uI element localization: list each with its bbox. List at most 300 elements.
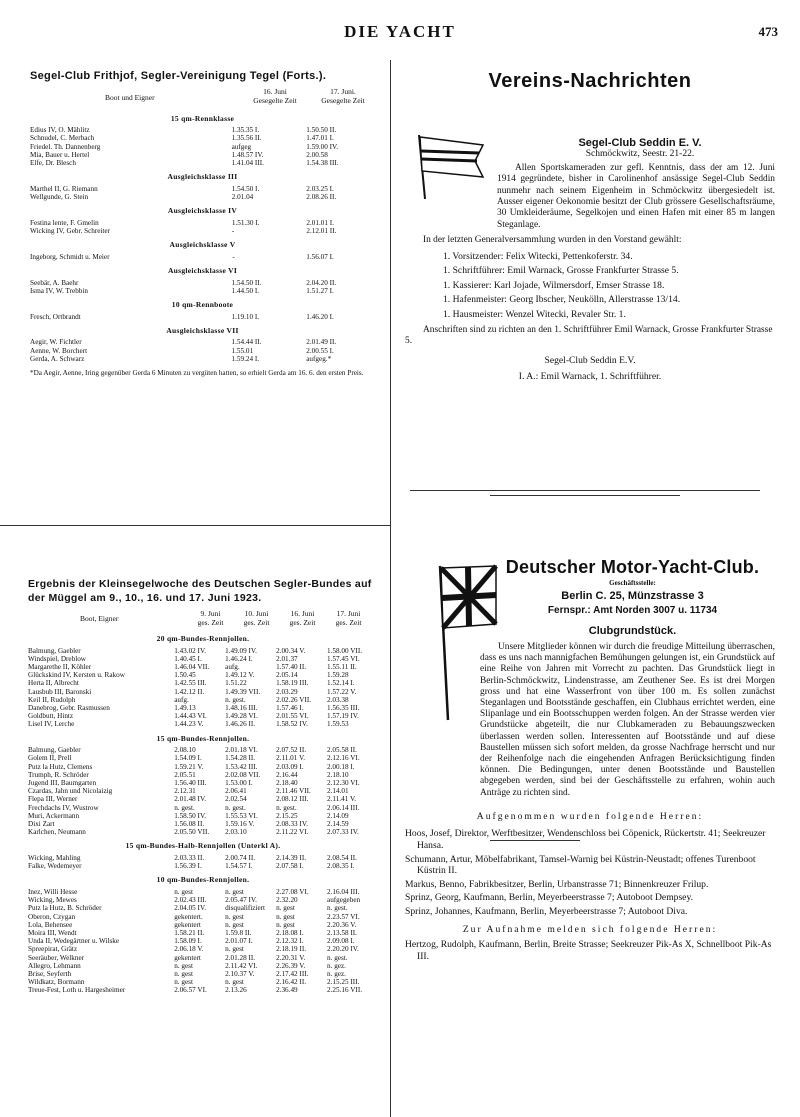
board-member: 1. Kassierer: Karl Jojade, Wilmersdorf, Emser Strasse 18. [443,279,665,291]
admitted-heading: Aufgenommen wurden folgende Herren: [476,810,704,822]
results-table [28,854,378,870]
class-heading: Ausgleichsklasse IV [167,206,238,216]
table-cell: Balmung, Gaebler [28,746,81,755]
table-cell: 1.49.28 VI. [225,712,258,721]
table-cell: Frechdachs IV, Wustrow [28,803,99,812]
table-cell: n. gest [225,920,244,929]
table-cell: Wildkatz, Bormann [28,978,85,987]
table-cell: n. gest. [225,695,246,704]
table-cell: 1.50.45 [174,671,196,680]
seddin-club-address: Schmöckwitz, Seestr. 21-22. [585,149,695,160]
table-row [28,696,378,704]
column-divider [390,60,391,1117]
table-cell: 2.18.08 I. [276,929,304,938]
class-heading: 10 qm-Rennboote [171,300,234,309]
col-june9: 9. Juni ges. Zeit [197,609,224,627]
results-table [30,219,375,235]
table-row [28,970,378,978]
table-row [28,795,378,803]
table-row [28,671,378,679]
table-cell: n. gest [174,978,193,987]
table-cell: n. gest. [225,803,246,812]
results-table [30,338,375,363]
applying-heading: Zur Aufnahme melden sich folgende Herren: [462,923,718,935]
class-heading: Ausgleichsklasse VII [166,325,239,335]
table-cell: Unda II, Wedegärtner u. Wilske [28,937,120,946]
table-cell: 1.58.00 VII. [327,646,363,655]
class-heading: 15 qm-Bundes-Halb-Rennjollen (Unterkl A). [125,841,281,851]
table-cell: 2.08.26 II. [306,193,337,201]
table-cell: 2.01.48 IV. [174,795,206,804]
table-cell: 2.01.49 II. [306,338,337,347]
table-cell: 2.02.26 VII. [276,695,312,704]
class-heading: Ausgleichsklasse III [167,172,238,182]
table-cell: 2.00.74 II. [225,854,256,863]
table-cell: 2.23.57 VI. [327,912,360,921]
frithjof-footnote: *Da Aegir, Aenne, Iring gegenüber Gerda 6 Minuten zu vergüten hatten, so erhielt Gerda am 16. 6. den ersten Preis. [30,369,364,377]
class-heading: Ausgleichsklasse VI [167,266,238,275]
table-cell: 1.58.50 IV. [174,811,206,820]
table-row [28,921,378,929]
table-cell: Muri, Ackermann [28,811,80,820]
table-cell: 2.36.49 [276,986,298,995]
table-cell: 2.05.50 VII. [174,828,210,837]
table-row [28,978,378,986]
table-cell: 2.16.44 [276,770,298,779]
table-cell: Putz la Hutz, B. Schröder [28,904,102,913]
table-cell: 2.11.22 VI. [276,828,309,837]
office-phone: Fernspr.: Amt Norden 3007 u. 11734 [547,604,718,616]
table-cell: 2.12.30 VI. [327,779,360,788]
table-cell: 2.27.08 VI. [276,888,309,897]
table-cell: aufgegeben [327,896,361,905]
table-cell: Fresch, Ortbrandt [30,312,81,321]
table-cell: 2.01.01 I. [306,218,334,227]
table-cell: n. gest [174,888,193,897]
member-entry: Hoos, Josef, Direktor, Werftbesitzer, Wendenschloss bei Cöpenick, Rückertstr. 41; Seekreuzer Hansa. [405,828,766,851]
table-cell: 2.03.38 [327,695,349,704]
seddin-announcement: Allen Sportskameraden zur gefl. Kenntnis, dass der am 12. Juni 1914 gegründete, bisher in Carolinenhof ansässige Segel-Club Seddin nunmehr nach seinem Eigenheim in Schmöckwitz übergesiedelt ist. Ausser eigener Oekonomie besitzt der Club grössere Gesellschaftsräume, 30 Umkleideräume, Segelkojen und einen Hafen mit einer 85 m langen Steganlage. [497,162,775,230]
table-cell: Goldbutt, Hintz [28,712,74,721]
table-cell: aufg. [174,695,189,704]
table-row [28,771,378,779]
table-cell: Seebär, A. Baehr [30,278,79,287]
table-cell: 1.42.12 II. [174,687,205,696]
table-cell: 2.07.33 IV. [327,828,359,837]
table-cell: 1.59.24 I. [231,354,260,363]
table-cell: Festina lente, F. Gmelin [30,218,99,227]
table-cell: 2.12.16 VI. [327,754,360,763]
results-table [30,279,375,295]
table-cell: Isma IV, W. Trebbin [30,286,88,295]
table-cell: 2.13.26 [225,986,247,995]
table-cell: 1.59.8 II. [225,929,252,938]
table-cell: aufg. [225,663,240,671]
table-cell: - [231,227,235,235]
table-cell: 2.01.04 [231,193,254,201]
table-cell: 1.53.00 I. [225,779,253,788]
table-cell: 2.03.33 II. [174,854,205,863]
table-cell: 2.01.55 VI. [276,712,309,721]
table-cell: 2.12.31 [174,787,196,796]
table-cell: 2.18.10 [327,770,349,779]
table-cell: 1.46.04 VII. [174,663,210,671]
table-cell: n. gest [174,970,193,979]
table-cell: 2.08.12 III. [276,795,309,804]
table-cell: 2.01.07 I. [225,937,253,946]
table-cell: n. gez. [327,961,346,970]
frithjof-title: Segel-Club Frithjof, Segler-Vereinigung Tegel (Forts.). [30,70,327,82]
table-cell: n. gest [225,945,244,954]
table-cell: 2.00.34 V. [276,646,306,655]
table-row [28,929,378,937]
frithjof-groups [30,115,375,363]
table-row [30,287,375,295]
table-cell: 1.46.20 I. [306,312,334,321]
table-cell: Wicking, Mewes [28,896,77,905]
table-cell: 2.08.35 I. [327,862,355,871]
table-cell: 2.20.20 IV. [327,945,359,954]
table-cell: Aegir, W. Fichtler [30,338,82,347]
table-cell: 2.11.41 V. [327,795,357,804]
table-cell: 2.05.47 IV. [225,896,257,905]
office-label: Geschäftsstelle: [609,578,656,587]
table-cell: 1.57.40 II. [276,663,307,671]
table-cell: 1.59.00 IV. [306,142,339,151]
table-cell: 2.00.58 [306,150,328,159]
table-row [28,962,378,970]
table-cell: 1.58.52 IV. [276,720,308,729]
table-cell: 2.01.18 VI. [225,746,258,755]
table-cell: 1.49.39 VII. [225,687,261,696]
section-divider [410,490,760,491]
table-cell: 1.57.22 V. [327,687,357,696]
table-row [30,126,375,134]
table-cell: 1.43.02 IV. [174,646,206,655]
table-cell: 2.04.05 IV. [174,904,206,913]
table-cell: 1.48.16 III. [225,704,258,713]
results-table [30,253,375,261]
table-cell: Moira III, Wendt [28,929,77,938]
table-cell: Lola, Behensee [28,920,73,929]
table-cell: 1.54.09 I. [174,754,202,763]
table-cell: Inez, Willi Hesse [28,888,78,897]
table-cell: 2.02.43 III. [174,896,207,905]
table-row [30,355,375,363]
table-cell: Lisel IV, Lerche [28,720,75,729]
table-cell: 1.54.57 I. [225,862,253,871]
table-cell: 1.58.09 I. [174,937,202,946]
board-member: 1. Hafenmeister: Georg Ibscher, Neukölln, Allerstrasse 13/14. [443,294,681,306]
table-row [30,253,375,261]
table-cell: 2.15.25 [276,811,298,820]
results-table [28,888,378,995]
table-cell: 1.41.04 III. [231,159,264,167]
table-cell: 1.56.40 III. [174,779,207,788]
kleinsegelwoche-results [28,577,378,995]
table-row [28,820,378,828]
table-cell: 1.56.07 I. [306,252,334,261]
kleinsegelwoche-groups [28,635,378,995]
table-cell: 1.53.42 III. [225,762,258,771]
table-cell: 1.55.53 VI. [225,811,258,820]
table-cell: Allegro, Lehmann [28,961,81,970]
table-cell: 2.32.20 [276,896,298,905]
table-cell: gekentert [174,920,201,929]
table-cell: Dixi Zart [28,820,55,829]
table-row [28,854,378,862]
table-cell: 1.49.09 IV. [225,646,257,655]
results-table [28,746,378,836]
table-cell: Brise, Seyferth [28,970,72,979]
table-cell: Karlchen, Neumann [28,828,86,837]
table-cell: 2.05.51 [174,770,196,779]
table-cell: n. gest [225,978,244,987]
table-cell: Friedel. Th. Dannenberg [30,142,101,151]
col-boat-owner: Boot, Eigner [80,614,119,623]
table-row [30,313,375,321]
table-cell: 2.09.08 I. [327,937,355,946]
table-cell: 2.06.18 V. [174,945,204,954]
table-row [30,193,375,201]
table-cell: 1.59.21 V. [174,762,204,771]
table-cell: 1.59.53 [327,720,349,729]
table-cell: n. gest [276,904,295,913]
table-row [28,787,378,795]
table-row [30,219,375,227]
results-table [30,185,375,201]
table-cell: 2.02.08 VII. [225,770,261,779]
table-cell: n. gest. [327,904,348,913]
table-row [30,143,375,151]
table-cell: 2.12.32 I. [276,937,304,946]
table-cell: 1.46.26 II. [225,720,256,729]
table-row [28,986,378,994]
seddin-club-name: Segel-Club Seddin E. V. [578,136,702,149]
member-entry: Sprinz, Georg, Kaufmann, Berlin, Meyerbeerstrasse 7; Autoboot Dempsey. [405,892,694,904]
class-heading: 15 qm-Rennklasse [170,113,235,123]
table-cell: 2.18.40 [276,779,298,788]
table-cell: 2.25.16 VII. [327,986,363,995]
kleinsegelwoche-title: Ergebnis der Kleinsegelwoche des Deutschen Segler-Bundes auf der Müggel am 9., 10., 16. und 17. Juni 1923. [28,578,372,604]
table-row [28,763,378,771]
table-cell: 1.35.35 I. [231,126,260,135]
class-heading: 10 qm-Bundes-Rennjollen. [156,875,250,885]
table-cell: Herta II, Albrecht [28,679,79,688]
table-cell: 2.14.09 [327,811,349,820]
table-row [28,804,378,812]
table-row [28,712,378,720]
table-cell: Gerda, A. Schwarz [30,354,85,363]
table-cell: 1.44.43 VI. [174,712,207,721]
board-member: 1. Schriftführer: Emil Warnack, Grosse Frankfurter Strasse 5. [443,265,679,277]
member-entry: Schumann, Artur, Möbelfabrikant, Tamsel-Warnig bei Küstrin-Neustadt; offenes Turenboot Küstrin II. [405,853,756,877]
table-cell: 1.58.19 III. [276,679,309,688]
table-row [28,812,378,820]
table-cell: 1.57.45 VI. [327,654,360,663]
table-cell: 1.57.19 IV. [327,712,359,721]
table-cell: Windspiel, Dreblow [28,654,86,663]
class-heading: 15 qm-Bundes-Rennjollen. [156,733,250,743]
table-cell: n. gest [174,961,193,970]
table-cell: 1.42.55 III. [174,679,207,688]
table-cell: Czardas, Jahn und Nicolaizig [28,787,113,796]
table-cell: Trumph, R. Schröder [28,770,89,779]
table-row [28,679,378,687]
table-cell: 2.07.52 II. [276,746,307,755]
table-cell: 1.19.10 I. [231,312,260,321]
seddin-addresses-note: Anschriften sind zu richten an den 1. Schriftführer Emil Warnack, Grosse Frankfurter Strasse 5. [405,324,773,346]
table-cell: n. gest [225,912,244,921]
table-cell: Flepa III, Werner [28,795,78,804]
table-cell: Treue-Fest, Loth u. Hargesheimer [28,986,126,995]
table-cell: 1.48.57 IV. [231,150,264,159]
table-cell: 2.01.28 II. [225,953,256,962]
table-row [28,954,378,962]
table-cell: 2.01.37 [276,654,298,663]
table-cell: 2.05.14 [276,671,298,680]
table-cell: 1.54.28 II. [225,754,256,763]
col-june17: 17. Juni. Gesegelte Zeit [321,86,365,105]
table-cell: Mia, Bauer u. Hertel [30,150,90,159]
table-cell: 2.13.58 II. [327,929,357,938]
table-cell: 1.50.50 II. [306,126,337,135]
table-cell: Wicking IV, Gebr. Schreiter [30,227,111,235]
table-cell: Wicking, Mahling [28,854,81,863]
member-entry: Markus, Benno, Fabrikbesitzer, Berlin, Urbanstrasse 71; Binnenkreuzer Frilup. [405,878,709,890]
table-row [28,720,378,728]
table-cell: 2.20.31 V. [276,953,306,962]
table-cell: 2.03.25 I. [306,184,334,193]
section-divider [0,525,390,526]
table-cell: 1.58.21 II. [174,929,205,938]
table-cell: 1.57.46 I. [276,704,304,713]
table-row [28,704,378,712]
table-cell: 2.18.19 II. [276,945,307,954]
motor-yacht-club [405,557,775,962]
table-cell: 1.59.16 V. [225,820,255,829]
table-cell: Falke, Wedemeyer [28,862,82,871]
seddin-signature-name: I. A.: Emil Warnack, 1. Schriftführer. [518,371,662,382]
table-row [28,913,378,921]
table-cell: n. gest [276,920,295,929]
page-header [0,22,800,46]
page-number: 473 [758,24,778,39]
table-cell: 2.06.14 III. [327,803,360,812]
table-cell: 2.08.10 [174,746,196,755]
table-cell: 2.20.36 V. [327,920,357,929]
table-cell: 1.51.22 [225,679,247,688]
table-cell: Golem II, Prell [28,754,72,763]
table-row [30,185,375,193]
table-cell: gekentert. [174,912,203,921]
table-row [28,754,378,762]
table-cell: Spreepirat, Grätz [28,945,78,954]
vereins-nachrichten-title: Vereins-Nachrichten [488,70,692,92]
table-cell: 2.07.58 I. [276,862,304,871]
class-heading: Ausgleichsklasse V [169,240,236,250]
table-row [28,663,378,671]
table-row [30,134,375,142]
table-cell: 2.11.01 V. [276,754,306,763]
table-row [28,937,378,945]
section-divider [490,495,680,496]
table-cell: Margarethe II, Köhler [28,663,92,671]
table-cell: 1.54.50 II. [231,278,262,287]
table-cell: 1.59.28 [327,671,349,680]
frithjof-results [30,72,375,378]
table-cell: 1.49.12 V. [225,671,255,680]
table-cell: 2.00.18 I. [327,762,355,771]
table-cell: 1.54.44 II. [231,338,262,347]
results-table [30,313,375,321]
table-cell: 1.51.30 I. [231,218,260,227]
col-june16: 16. Juni Gesegelte Zeit [253,86,297,105]
table-cell: 1.35.56 II. [231,134,262,143]
table-cell: 1.56.35 III. [327,704,360,713]
table-cell: 2.06.41 [225,787,247,796]
table-cell: n. gest. [276,803,297,812]
table-cell: 2.17.42 III. [276,970,309,979]
table-cell: 1.55.11 II. [327,663,357,671]
table-cell: aufgeg.* [306,354,332,363]
table-cell: Danebrog, Gebr. Rasmussen [28,704,110,713]
seddin-signature-club: Segel-Club Seddin E.V. [544,355,636,367]
table-cell: 2.03.29 [276,687,298,696]
table-cell: 1.56.08 II. [174,820,205,829]
table-cell: 2.14.39 II. [276,854,307,863]
table-cell: 1.56.39 I. [174,862,202,871]
table-cell: 2.26.39 V. [276,961,306,970]
admitted-list [405,828,775,917]
col-june17: 17. Juni ges. Zeit [335,609,362,627]
clubgrundstueck-heading: Clubgrundstück. [588,625,677,638]
table-cell: Ingeborg, Schmidt u. Meier [30,252,110,261]
table-cell: Putz la Hutz, Clemens [28,762,93,771]
seddin-board-intro: In der letzten Generalversammlung wurden in den Vorstand gewählt: [423,235,682,246]
col-june10: 10. Juni ges. Zeit [243,609,270,627]
table-cell: 1.51.27 I. [306,286,334,295]
table-cell: 2.06.57 VI. [174,986,207,995]
table-cell: Aenne, W. Borchert [30,346,88,355]
board-member: 1. Vorsitzender: Felix Witecki, Pettenkoferstr. 34. [443,250,633,262]
table-row [28,655,378,663]
table-row [30,227,375,235]
table-row [30,347,375,355]
table-cell: 2.00.55 I. [306,346,334,355]
table-cell: 2.16.04 III. [327,888,360,897]
table-cell: 1.44.50 I. [231,286,260,295]
board-member: 1. Hausmeister: Wenzel Witecki, Revaler Str. 1. [443,309,626,320]
journal-title: DIE YACHT [344,22,456,41]
table-cell: n. gest. [174,803,195,812]
table-cell: 2.05.58 II. [327,746,357,755]
table-cell: n. gest. [327,953,348,962]
table-cell: 2.08.54 II. [327,854,357,863]
table-cell: 1.49.13 [174,704,196,713]
table-cell: 2.16.42 II. [276,978,307,987]
member-entry: Sprinz, Johannes, Kaufmann, Berlin, Meyerbeerstrasse 7; Autoboot Diva. [405,905,688,917]
table-row [28,779,378,787]
table-cell: 2.14.59 [327,820,349,829]
table-cell: Keil II, Rudolph [28,695,76,704]
table-row [28,746,378,754]
table-cell: 2.14.01 [327,787,349,796]
table-cell: Elfe, Dr. Blesch [30,159,76,167]
table-cell: 1.52.14 I. [327,679,355,688]
table-cell: 2.11.42 VI. [225,961,258,970]
table-row [28,904,378,912]
